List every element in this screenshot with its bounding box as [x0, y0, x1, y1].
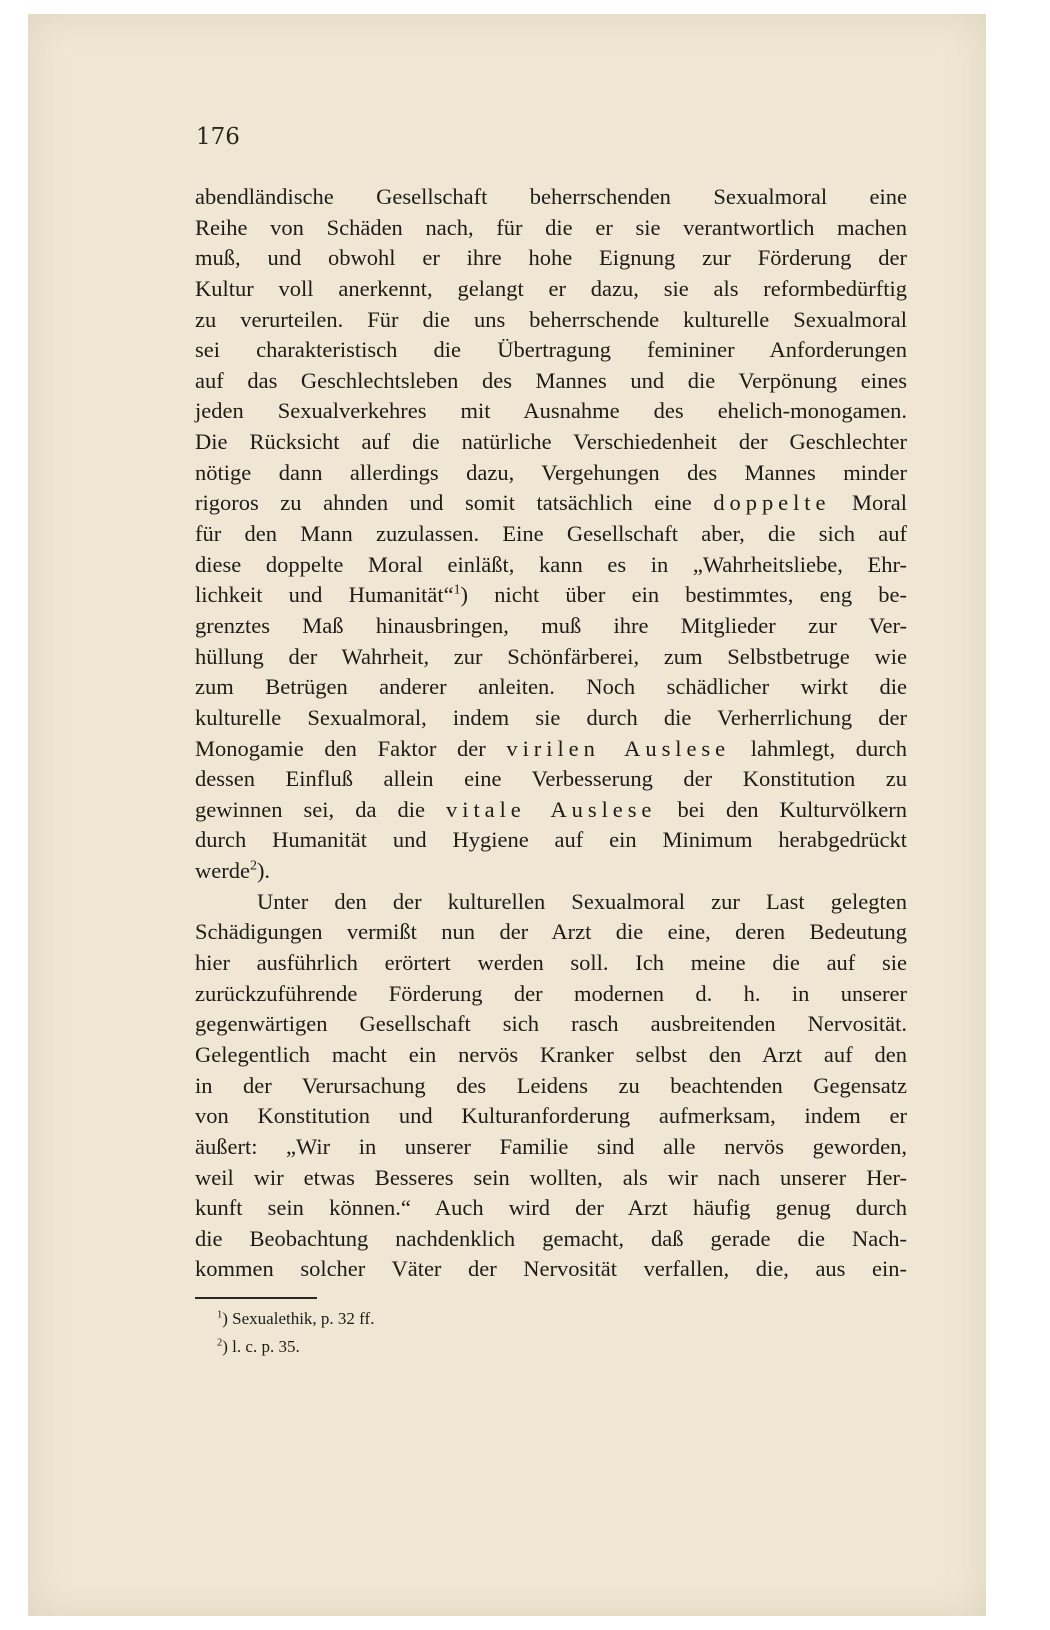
text-line: lichkeit und Humanität“$^1$) nicht über ein bestimmtes, eng be-	[195, 582, 907, 608]
text-line: rigoros zu ahnden und somit tatsächlich eine doppelte Moral	[195, 490, 908, 516]
body-text	[195, 182, 907, 1285]
text-line: zurückzuführende Förderung der modernen d. h. in unserer	[195, 980, 907, 1006]
text-line: gewinnen sei, da die vitale Auslese bei den Kulturvölkern	[195, 796, 907, 822]
text-line: muß, und obwohl er ihre hohe Eignung zur Förderung der	[195, 245, 907, 271]
text-line: werde$^2$).	[195, 858, 271, 884]
footnote-2: $^2$) l. c. p. 35.	[217, 1337, 300, 1356]
text-line: Kultur voll anerkennt, gelangt er dazu, sie als reformbedürftig	[195, 275, 907, 301]
spaced-emphasis: vitale Auslese	[446, 796, 657, 822]
text-line: Schädigungen vermißt nun der Arzt die eine, deren Bedeutung	[195, 919, 907, 945]
text-line: nötige dann allerdings dazu, Vergehungen des Mannes minder	[195, 459, 907, 485]
footnote-divider	[195, 1297, 317, 1299]
page-number: 176	[196, 124, 240, 150]
text-line: auf das Geschlechtsleben des Mannes und die Verpönung eines	[195, 367, 907, 393]
text-line: zum Betrügen anderer anleiten. Noch schädlicher wirkt die	[195, 674, 907, 700]
footnote-ref-2: 2	[249, 858, 257, 874]
footnotes	[217, 1305, 374, 1361]
text-line: hier ausführlich erörtert werden soll. Ich meine die auf sie	[195, 950, 907, 976]
text-line: Die Rücksicht auf die natürliche Verschiedenheit der Geschlechter	[195, 429, 907, 455]
text-line: zu verurteilen. Für die uns beherrschende kulturelle Sexualmoral	[195, 306, 907, 332]
text-line: Gelegentlich macht ein nervös Kranker selbst den Arzt auf den	[195, 1041, 907, 1067]
text-line: weil wir etwas Besseres sein wollten, als wir nach unserer Her-	[195, 1164, 907, 1190]
footnote-ref-1: 1	[453, 582, 461, 598]
text-line: kunft sein können.“ Auch wird der Arzt häufig genug durch	[195, 1195, 907, 1221]
text-line: abendländische Gesellschaft beherrschenden Sexualmoral eine	[195, 184, 907, 209]
text-line: in der Verursachung des Leidens zu beachtenden Gegensatz	[195, 1072, 907, 1098]
spaced-emphasis: virilen Auslese	[506, 735, 731, 761]
text-line: diese doppelte Moral einläßt, kann es in „Wahrheitsliebe, Ehr-	[195, 551, 907, 577]
text-line: sei charakteristisch die Übertragung femininer Anforderungen	[195, 337, 907, 363]
text-line: dessen Einfluß allein eine Verbesserung der Konstitution zu	[195, 766, 907, 792]
text-line: Monogamie den Faktor der virilen Auslese lahmlegt, durch	[195, 735, 908, 761]
text-line: kommen solcher Väter der Nervosität verfallen, die, aus ein-	[195, 1256, 907, 1282]
text-line: äußert: „Wir in unserer Familie sind alle nervös geworden,	[195, 1133, 907, 1159]
footnote-1: $^1$) Sexualethik, p. 32 ff.	[217, 1309, 375, 1328]
text-line: die Beobachtung nachdenklich gemacht, daß gerade die Nach-	[195, 1225, 907, 1251]
text-line: grenztes Maß hinausbringen, muß ihre Mitglieder zur Ver-	[195, 612, 907, 638]
text-line: gegenwärtigen Gesellschaft sich rasch ausbreitenden Nervosität.	[195, 1011, 907, 1037]
text-line: hüllung der Wahrheit, zur Schönfärberei, zum Selbstbetruge wie	[195, 643, 907, 669]
spaced-emphasis: doppelte	[713, 490, 831, 516]
text-line: von Konstitution und Kulturanforderung aufmerksam, indem er	[195, 1103, 907, 1129]
text-line: für den Mann zuzulassen. Eine Gesellschaft aber, die sich auf	[195, 521, 907, 547]
text-line: durch Humanität und Hygiene auf ein Minimum herabgedrückt	[195, 827, 907, 853]
text-line: Reihe von Schäden nach, für die er sie verantwortlich machen	[195, 214, 907, 240]
text-line: jeden Sexualverkehres mit Ausnahme des ehelich-monogamen.	[195, 398, 907, 424]
text-line: kulturelle Sexualmoral, indem sie durch die Verherrlichung der	[195, 704, 907, 730]
paragraph-start-line: Unter den der kulturellen Sexualmoral zur Last gelegten	[257, 888, 907, 914]
